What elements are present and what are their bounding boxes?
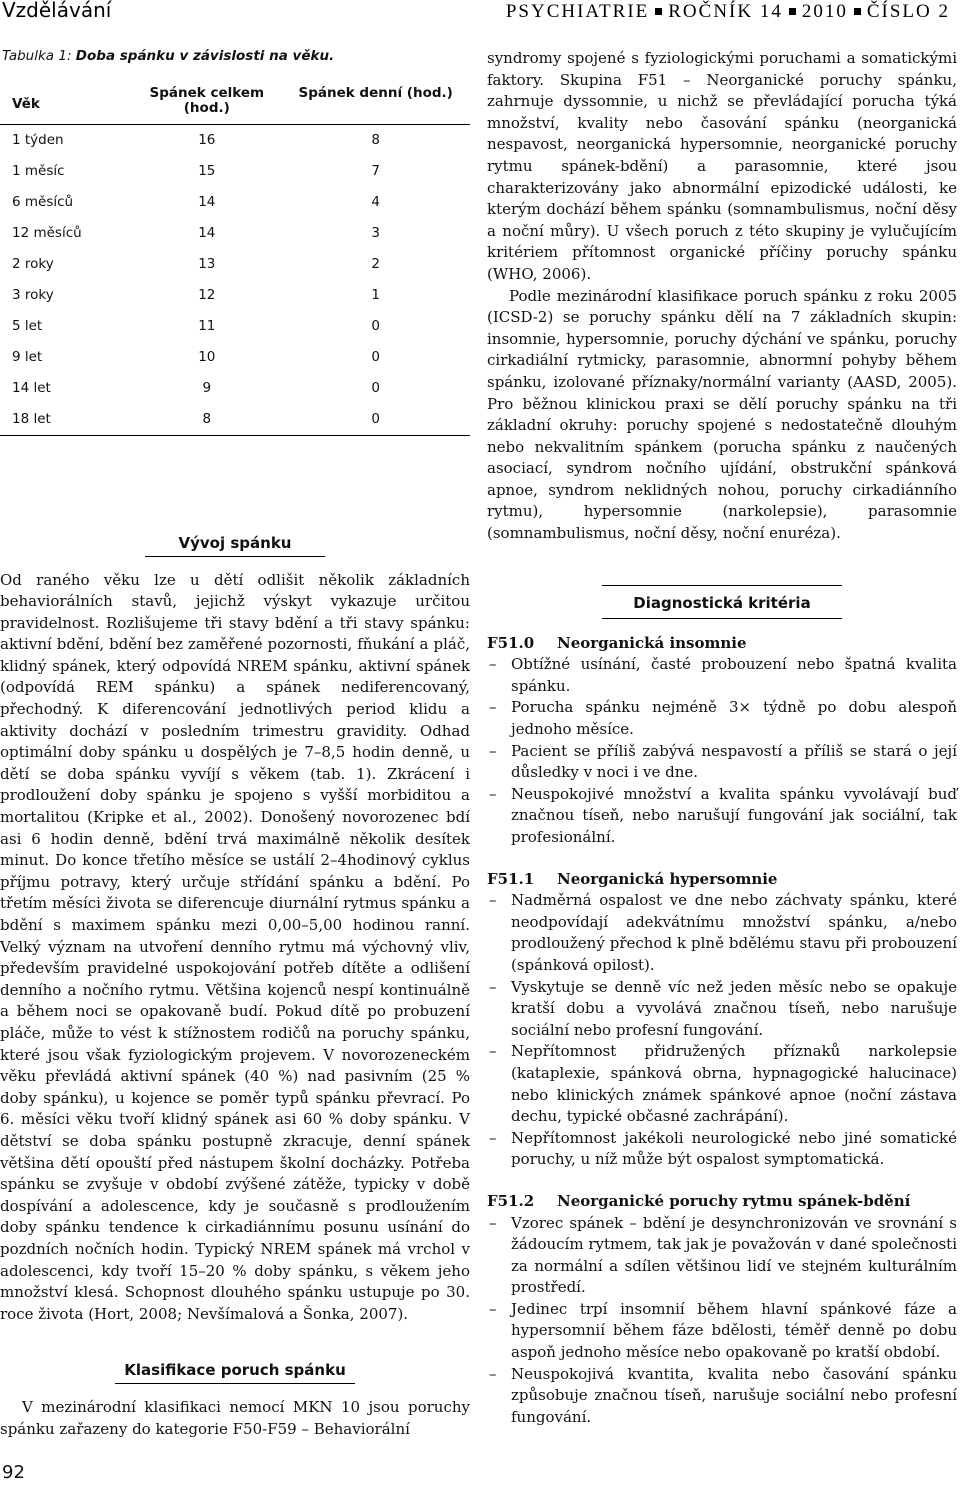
table-cell-age: 12 měsíců <box>12 225 82 241</box>
criteria-title: Neorganická hypersomnie <box>557 869 778 888</box>
criteria-item: – Pacient se příliš zabývá nespavostí a příliš se stará o její důsledky v noci i ve dne. <box>487 741 957 784</box>
table-row <box>0 404 470 436</box>
table-cell-daytime: 0 <box>371 380 380 396</box>
criteria-title: Neorganické poruchy rytmu spánek-bdění <box>557 1191 911 1210</box>
criteria-block-f51-2 <box>487 1191 957 1429</box>
criteria-list <box>487 890 957 1171</box>
journal-volume: ROČNÍK 14 <box>668 1 783 22</box>
section-title-vyvoj: Vývoj spánku <box>178 533 292 552</box>
table-cell-age: 5 let <box>12 318 43 334</box>
criteria-item: – Vzorec spánek – bdění je desynchronizován ve srovnání s žádoucím rytmem, tak jak je považován v dané společnosti za normální a sdílen většinou lidí ve stejném kulturálním prostředí. <box>487 1213 957 1299</box>
criteria-heading <box>487 1191 957 1213</box>
section-label: Vzdělávání <box>2 0 112 22</box>
table-cell-age: 9 let <box>12 349 43 365</box>
criteria-item: – Nepřítomnost přidružených příznaků narkolepsie (kataplexie, spánková obrna, hypnagogické halucinace) nebo klinických známek spánkové apnoe (noční zástava dechu, typické občasné zachrápání). <box>487 1041 957 1127</box>
table-cell-total: 11 <box>198 318 216 334</box>
table-row <box>0 280 470 311</box>
table-row <box>0 311 470 342</box>
table-cell-daytime: 8 <box>371 132 380 148</box>
table-row <box>0 124 470 156</box>
section-rule <box>602 618 842 619</box>
table-cell-total: 13 <box>198 256 216 272</box>
table-cell-daytime: 1 <box>371 287 380 303</box>
section-rule <box>115 1383 355 1384</box>
table-cell-age: 3 roky <box>12 287 54 303</box>
table-header-total-sleep: Spánek celkem (hod.) <box>132 82 281 124</box>
table-cell-total: 12 <box>198 287 216 303</box>
page-number: 92 <box>2 1462 25 1483</box>
table-header-daytime-sleep: Spánek denní (hod.) <box>281 82 470 124</box>
criteria-item: – Porucha spánku nejméně 3× týdně po dobu alespoň jednoho měsíce. <box>487 697 957 740</box>
table-caption <box>2 48 470 82</box>
table-cell-total: 9 <box>202 380 212 396</box>
criteria-item: – Obtížné usínání, časté probouzení nebo špatná kvalita spánku. <box>487 654 957 697</box>
table-row <box>0 249 470 280</box>
table-cell-age: 2 roky <box>12 256 54 272</box>
criteria-item: – Neuspokojivá kvantita, kvalita nebo časování spánku způsobuje značnou tíseň, narušuje sociální nebo profesní fungování. <box>487 1364 957 1429</box>
criteria-heading <box>487 633 957 655</box>
separator-square-icon <box>655 8 662 15</box>
intro-paragraph-1: syndromy spojené s fyziologickými poruchami a somatickými faktory. Skupina F51 – Neorganické poruchy spánku, zahrnuje dyssomnie, u nichž se převládající porucha týká množství, kvality nebo časování spánku (neorganická nespavost, neorganická hypersomnie, neorganické poruchy rytmu spánek-bdění) a parasomnie, které jsou charakterizovány jako abnormální epizodické události, ke kterým dochází během spánku (somnambulismus, noční děsy a noční můry). U všech poruch z této skupiny je vylučujícím kritériem přítomnost organické příčiny poruchy spánku (WHO, 2006). <box>487 49 957 283</box>
table-cell-total: 15 <box>198 163 216 179</box>
journal-issue: ČÍSLO 2 <box>866 1 950 22</box>
table-cell-daytime: 7 <box>371 163 380 179</box>
separator-square-icon <box>789 8 796 15</box>
table-row <box>0 373 470 404</box>
table-row <box>0 218 470 249</box>
table-header-row <box>0 82 470 124</box>
criteria-item: – Neuspokojivé množství a kvalita spánku vyvolávají buď značnou tíseň, nebo narušují fungování jak sociální, tak profesionální. <box>487 784 957 849</box>
criteria-code: F51.1 <box>487 869 535 888</box>
section-rule <box>145 556 325 557</box>
table-cell-age: 18 let <box>0 404 132 436</box>
table-cell-age: 14 let <box>12 380 51 396</box>
criteria-item: – Jedinec trpí insomnií během hlavní spánkové fáze a hypersomnií během fáze bdělosti, téměř denně po dobu aspoň jednoho měsíce nebo opakovaně po kratší období. <box>487 1299 957 1364</box>
journal-year: 2010 <box>801 1 848 22</box>
intro-paragraph-2: Podle mezinárodní klasifikace poruch spánku z roku 2005 (ICSD-2) se poruchy spánku dělí na 7 základních skupin: insomnie, hypersomnie, poruchy dýchání ve spánku, poruchy cirkadiální rytmicky, parasomnie, abnormní pohyby během spánku, izolované příznaky/normální varianty (AASD, 2005). Pro běžnou klinickou praxi se dělí poruchy spánku na tři základní okruhy: poruchy spojené s nedostatečně dlouhým nebo nekvalitním spánkem (porucha spánku z naučených asociací, syndrom nočního ujídání, obstrukční spánková apnoe, syndrom neklidných nohou, poruchy cirkadiánního rytmu), hypersomnie (narkolepsie), parasomnie (somnambulismus, noční děsy, noční enuréza). <box>487 286 957 543</box>
table-cell-daytime: 3 <box>371 225 380 241</box>
criteria-block-f51-1 <box>487 869 957 1171</box>
table-cell-daytime: 4 <box>371 194 380 210</box>
table-row <box>0 342 470 373</box>
criteria-title: Neorganická insomnie <box>557 633 747 652</box>
criteria-item: – Vyskytuje se denně víc než jeden měsíc nebo se opakuje kratší dobu a vyvolává značnou tíseň, nebo narušuje sociální nebo profesní fungování. <box>487 977 957 1042</box>
table-cell-total: 8 <box>132 404 281 436</box>
table-cell-total: 14 <box>198 225 216 241</box>
sleep-duration-table <box>0 82 470 436</box>
criteria-list <box>487 1213 957 1429</box>
criteria-code: F51.0 <box>487 633 535 652</box>
table-cell-age: 1 týden <box>12 132 64 148</box>
vyvoj-paragraph: Od raného věku lze u dětí odlišit několik základních behaviorálních stavů, jejichž výskyt vykazuje určitou pravidelnost. Rozlišujeme tři stavy bdění a tři stavy spánku: aktivní bdění, bdění bez zaměřené pozornosti, fňukání a pláč, klidný spánek, který odpovídá NREM spánku, aktivní spánek (odpovídá REM spánku) a spánek nediferencovaný, přechodný. K diferencování jednotlivých period klidu a aktivity dochází v posledním trimestru gravidity. Odhad optimální doby spánku u dospělých je 7–8,5 hodin denně, u dětí se doba spánku vyvíjí s věkem (tab. 1). Zkrácení i prodloužení doby spánku je spojeno s vyšší morbiditou a mortalitou (Kripke et al., 2002). Donošený novorozenec bdí asi 6 hodin denně, bdění trvá maximálně několik desítek minut. Do konce třetího měsíce se ustálí 2–4hodinový cyklus příjmu potravy, který určuje střídání spánku a bdění. Po třetím měsíci života se diferencuje diurnální rytmus spánku a bdění s maximem spánku mezi 0,00–5,00 hodinou ranní. Velký význam na utvoření denního rytmu má výchovný vliv, především pravidelné uspokojování potřeb dítěte a odlišení denního a nočního rytmu. Většina kojenců nespí kontinuálně a během noci se opakovaně budí. Pokud dítě po probuzení pláče, může to vést k stížnostem rodičů na poruchy spánku, které jsou však fyziologickým projevem. V novorozeneckém věku převládá aktivní spánek (40 %) nad pasivním (25 % doby spánku), u kojence se poměr typů spánku převrací. Po 6. měsíci věku tvoří klidný spánek asi 60 % doby spánku. V dětství se doba spánku postupně zkracuje, denní spánek většina dětí opouští před nástupem školní docházky. Potřeba spánku se zvyšuje v období zvýšené zátěže, typicky v době dospívání a adolescence, kdy je současně s prodloužením doby spánku tendence k cirkadiánnímu posunu usínání do pozdních nočních hodin. Typický NREM spánek má vrchol v adolescenci, kdy tvoří 15–20 % doby spánku, s věkem jeho množství klesá. Schopnost dlouhého spánku ustupuje po 30. roce života (Hort, 2008; Nevšímalová a Šonka, 2007). <box>0 570 470 1323</box>
table-cell-daytime: 0 <box>281 404 470 436</box>
criteria-list <box>487 654 957 848</box>
table-cell-daytime: 2 <box>371 256 380 272</box>
section-title-diagnosticka: Diagnostická kritéria <box>633 593 811 612</box>
section-title-klasifikace: Klasifikace poruch spánku <box>124 1361 346 1380</box>
section-rule <box>602 585 842 586</box>
criteria-heading <box>487 869 957 891</box>
table-caption-title: Doba spánku v závislosti na věku. <box>75 48 335 64</box>
table-cell-total: 14 <box>198 194 216 210</box>
table-caption-prefix: Tabulka 1: <box>2 48 76 64</box>
klasifikace-paragraph: V mezinárodní klasifikaci nemocí MKN 10 jsou poruchy spánku zařazeny do kategorie F50-F59 – Behaviorální <box>0 1398 470 1438</box>
table-cell-daytime: 0 <box>371 349 380 365</box>
journal-header <box>506 1 950 23</box>
journal-name: PSYCHIATRIE <box>505 1 650 22</box>
left-column <box>0 48 470 1440</box>
table-header-age: Věk <box>0 82 132 124</box>
table-cell-age: 6 měsíců <box>12 194 74 210</box>
criteria-item: – Nadměrná ospalost ve dne nebo záchvaty spánku, které neodpovídají adekvátnímu množství spánku, a/nebo prodloužený přechod k plně bdělému stavu při probouzení (spánková opilost). <box>487 890 957 976</box>
table-cell-age: 1 měsíc <box>12 163 65 179</box>
table-cell-daytime: 0 <box>371 318 380 334</box>
table-cell-total: 10 <box>198 349 216 365</box>
criteria-item: – Nepřítomnost jakékoli neurologické nebo jiné somatické poruchy, u níž může být ospalost symptomatická. <box>487 1128 957 1171</box>
separator-square-icon <box>854 8 861 15</box>
table-row <box>0 156 470 187</box>
table-cell-total: 16 <box>198 132 216 148</box>
criteria-block-f51-0 <box>487 633 957 849</box>
right-column <box>487 48 957 1428</box>
table-row <box>0 187 470 218</box>
criteria-code: F51.2 <box>487 1191 535 1210</box>
